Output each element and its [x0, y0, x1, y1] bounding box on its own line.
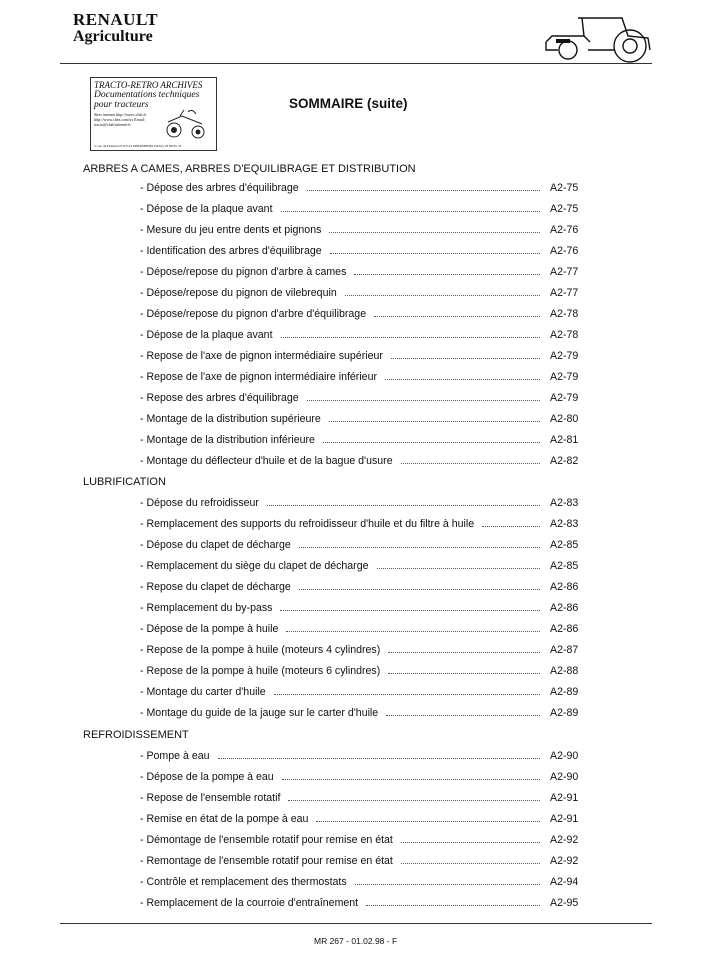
entry-page: A2-92 [550, 855, 579, 867]
entry-page: A2-76 [550, 245, 579, 257]
dot-leader [345, 295, 540, 296]
footer-divider [60, 923, 652, 924]
toc-entry [140, 811, 590, 825]
entry-page: A2-90 [550, 750, 579, 762]
dot-leader [482, 526, 540, 527]
entry-title: - Dépose de la pompe à eau [140, 771, 274, 783]
entry-title: - Remplacement du by-pass [140, 602, 273, 614]
entry-title: - Dépose/repose du pignon de vilebrequin [140, 287, 337, 299]
entry-title: - Pompe à eau [140, 750, 210, 762]
dot-leader [307, 190, 540, 191]
entry-page: A2-86 [550, 581, 579, 593]
entry-title: - Remise en état de la pompe à eau [140, 813, 309, 825]
toc-entry [140, 537, 590, 551]
stamp-subtitle: Documentations techniques [94, 90, 200, 100]
toc-entry [140, 243, 590, 257]
entry-page: A2-95 [550, 897, 579, 909]
dot-leader [323, 442, 540, 443]
toc-entry [140, 790, 590, 804]
toc-entry [140, 495, 590, 509]
entry-page: A2-85 [550, 539, 579, 551]
toc-entry [140, 684, 590, 698]
dot-leader [280, 610, 540, 611]
entry-page: A2-78 [550, 329, 579, 341]
dot-leader [354, 274, 540, 275]
entry-title: - Repose des arbres d'équilibrage [140, 392, 299, 404]
entry-page: A2-85 [550, 560, 579, 572]
entry-title: - Dépose du clapet de décharge [140, 539, 291, 551]
entry-page: A2-89 [550, 707, 579, 719]
brand-division: Agriculture [73, 28, 153, 45]
entry-title: - Montage de la distribution inférieure [140, 434, 315, 446]
toc-entry [140, 769, 590, 783]
archive-stamp [90, 77, 217, 151]
entry-page: A2-89 [550, 686, 579, 698]
entry-title: - Montage du déflecteur d'huile et de la bague d'usure [140, 455, 393, 467]
toc-entry [140, 874, 590, 888]
stamp-contact: Sites internet http://tracto.club.fr http://www.chez.com/trs Email: tracto@club-internet.fr [94, 112, 147, 127]
entry-page: A2-80 [550, 413, 579, 425]
toc-entry [140, 327, 590, 341]
toc-entry [140, 411, 590, 425]
entry-page: A2-76 [550, 224, 579, 236]
entry-page: A2-79 [550, 392, 579, 404]
dot-leader [401, 463, 540, 464]
entry-page: A2-77 [550, 287, 579, 299]
toc-entry [140, 285, 590, 299]
dot-leader [281, 211, 540, 212]
entry-title: - Dépose des arbres d'équilibrage [140, 182, 299, 194]
entry-title: - Dépose de la plaque avant [140, 203, 273, 215]
dot-leader [282, 779, 540, 780]
toc-entry [140, 369, 590, 383]
dot-leader [330, 253, 540, 254]
dot-leader [388, 673, 540, 674]
entry-title: - Repose de l'axe de pignon intermédiaire supérieur [140, 350, 383, 362]
entry-title: - Remplacement de la courroie d'entraînement [140, 897, 359, 909]
dot-leader [286, 631, 540, 632]
toc-entry [140, 895, 590, 909]
entry-title: - Dépose de la plaque avant [140, 329, 273, 341]
entry-page: A2-81 [550, 434, 579, 446]
dot-leader [299, 589, 540, 590]
entry-title: - Remplacement du siège du clapet de décharge [140, 560, 369, 572]
dot-leader [377, 568, 541, 569]
entry-title: - Dépose/repose du pignon d'arbre à cames [140, 266, 347, 278]
dot-leader [385, 379, 540, 380]
toc-entry [140, 453, 590, 467]
entry-title: - Contrôle et remplacement des thermostats [140, 876, 347, 888]
entry-page: A2-94 [550, 876, 579, 888]
toc-entry [140, 621, 590, 635]
dot-leader [299, 547, 540, 548]
toc-entry [140, 516, 590, 530]
entry-title: - Dépose/repose du pignon d'arbre d'équilibrage [140, 308, 367, 320]
header-divider [60, 63, 652, 64]
entry-page: A2-86 [550, 602, 579, 614]
toc-entry [140, 201, 590, 215]
toc-entry [140, 853, 590, 867]
dot-leader [388, 652, 540, 653]
dot-leader [267, 505, 540, 506]
entry-title: - Démontage de l'ensemble rotatif pour remise en état [140, 834, 393, 846]
toc-entry [140, 348, 590, 362]
dot-leader [374, 316, 540, 317]
entry-title: - Identification des arbres d'équilibrage [140, 245, 322, 257]
toc-entry [140, 432, 590, 446]
entry-title: - Repose de l'axe de pignon intermédiaire inférieur [140, 371, 377, 383]
toc-entry [140, 558, 590, 572]
dot-leader [274, 694, 540, 695]
entry-title: - Remplacement des supports du refroidisseur d'huile et du filtre à huile [140, 518, 475, 530]
toc-entry [140, 390, 590, 404]
toc-entry [140, 748, 590, 762]
dot-leader [218, 758, 541, 759]
entry-page: A2-77 [550, 266, 579, 278]
entry-title: - Repose de la pompe à huile (moteurs 6 cylindres) [140, 665, 381, 677]
stamp-title: TRACTO-RETRO ARCHIVES [94, 80, 203, 90]
entry-title: - Montage du carter d'huile [140, 686, 266, 698]
toc-entry [140, 832, 590, 846]
dot-leader [329, 232, 540, 233]
toc-entry [140, 663, 590, 677]
entry-title: - Dépose de la pompe à huile [140, 623, 279, 635]
dot-leader [288, 800, 540, 801]
entry-page: A2-78 [550, 308, 579, 320]
entry-page: A2-92 [550, 834, 579, 846]
stamp-subtitle-2: pour tracteurs [94, 100, 149, 110]
section-heading: ARBRES A CAMES, ARBRES D'EQUILIBRAGE ET DISTRIBUTION [83, 163, 416, 175]
toc-entry [140, 180, 590, 194]
dot-leader [316, 821, 540, 822]
entry-title: - Repose de l'ensemble rotatif [140, 792, 281, 804]
entry-page: A2-75 [550, 203, 579, 215]
toc-entry [140, 705, 590, 719]
entry-page: A2-83 [550, 497, 579, 509]
entry-title: - Repose de la pompe à huile (moteurs 4 cylindres) [140, 644, 381, 656]
dot-leader [307, 400, 540, 401]
dot-leader [401, 863, 540, 864]
entry-title: - Repose du clapet de décharge [140, 581, 291, 593]
stamp-address: 5, rue du Houblon F-67191 EBERSHEIM Tél/fax 03 88 85 76 [94, 144, 182, 148]
entry-page: A2-91 [550, 792, 579, 804]
entry-page: A2-75 [550, 182, 579, 194]
toc-entry [140, 222, 590, 236]
entry-page: A2-90 [550, 771, 579, 783]
brand-logo [73, 11, 158, 45]
page-title: SOMMAIRE (suite) [289, 96, 408, 111]
toc-entry [140, 642, 590, 656]
dot-leader [355, 884, 540, 885]
toc-entry [140, 306, 590, 320]
entry-page: A2-79 [550, 350, 579, 362]
dot-leader [391, 358, 540, 359]
stamp-illustration-icon [162, 108, 208, 140]
entry-page: A2-91 [550, 813, 579, 825]
dot-leader [366, 905, 540, 906]
footer-reference: MR 267 - 01.02.98 - F [314, 936, 398, 946]
entry-page: A2-86 [550, 623, 579, 635]
entry-page: A2-83 [550, 518, 579, 530]
section-heading: LUBRIFICATION [83, 476, 166, 488]
dot-leader [401, 842, 540, 843]
entry-page: A2-88 [550, 665, 579, 677]
entry-page: A2-79 [550, 371, 579, 383]
entry-title: - Dépose du refroidisseur [140, 497, 259, 509]
dot-leader [386, 715, 540, 716]
toc-entry [140, 579, 590, 593]
dot-leader [329, 421, 540, 422]
toc-entry [140, 264, 590, 278]
entry-page: A2-87 [550, 644, 579, 656]
entry-page: A2-82 [550, 455, 579, 467]
dot-leader [281, 337, 540, 338]
entry-title: - Montage de la distribution supérieure [140, 413, 321, 425]
entry-title: - Mesure du jeu entre dents et pignons [140, 224, 322, 236]
entry-title: - Remontage de l'ensemble rotatif pour remise en état [140, 855, 393, 867]
section-heading: REFROIDISSEMENT [83, 729, 189, 741]
tractor-icon [538, 6, 658, 64]
entry-title: - Montage du guide de la jauge sur le carter d'huile [140, 707, 379, 719]
brand-name: RENAULT [73, 10, 159, 29]
toc-entry [140, 600, 590, 614]
